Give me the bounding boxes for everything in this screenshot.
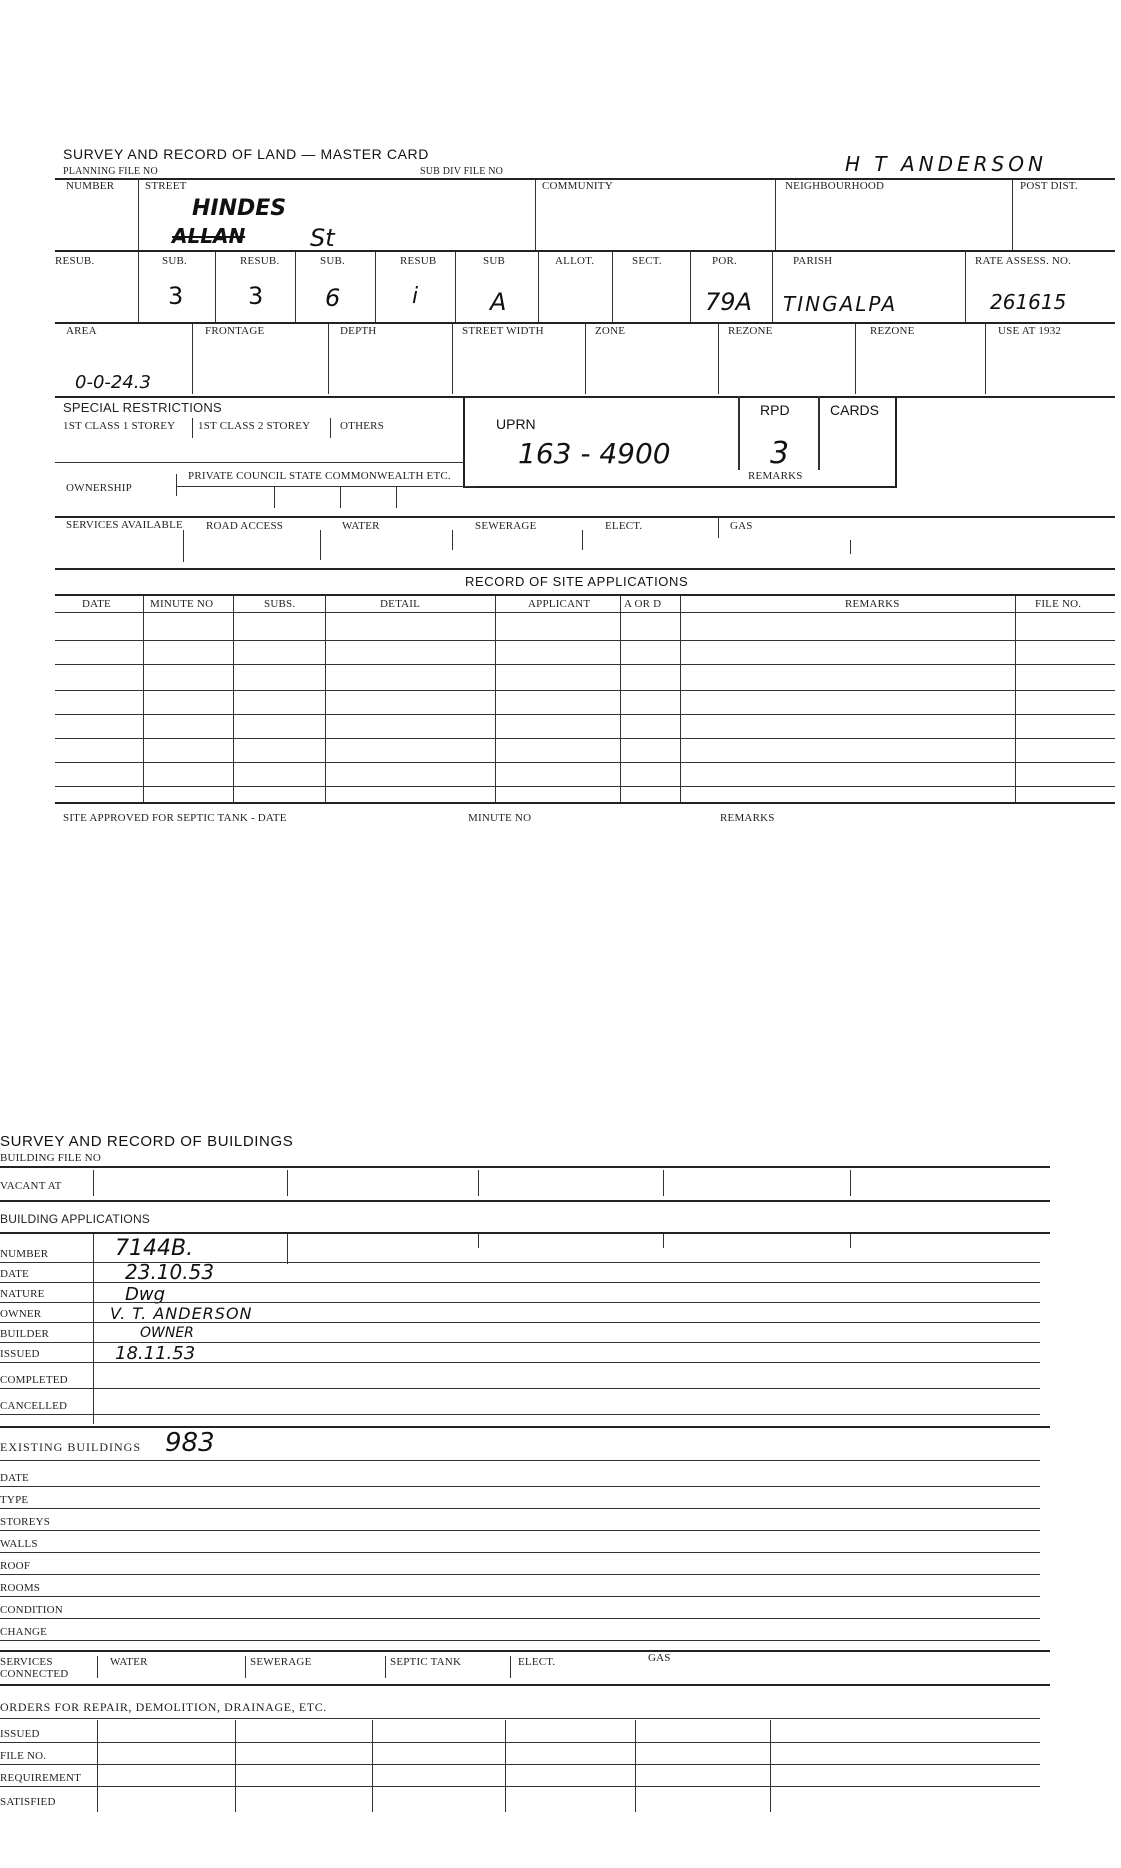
site-apps-header: DETAIL bbox=[380, 598, 421, 610]
rule-site-apps-row bbox=[55, 664, 1115, 665]
rate-assess-label: RATE ASSESS. NO. bbox=[975, 255, 1072, 267]
site-apps-header: APPLICANT bbox=[528, 598, 591, 610]
divider bbox=[93, 1234, 94, 1424]
app-date-value: 23.10.53 bbox=[125, 1260, 215, 1284]
divider bbox=[718, 324, 719, 394]
divider bbox=[505, 1720, 506, 1812]
orders-label: ORDERS FOR REPAIR, DEMOLITION, DRAINAGE, ETC. bbox=[0, 1700, 327, 1714]
resub-value-3: i bbox=[412, 284, 419, 309]
existing-row-label: CHANGE bbox=[0, 1626, 48, 1638]
rule-order-row bbox=[0, 1764, 1040, 1765]
rule-services-top bbox=[0, 1650, 1050, 1652]
divider bbox=[340, 486, 341, 508]
divider bbox=[738, 396, 740, 470]
site-apps-header: SUBS. bbox=[264, 598, 296, 610]
divider bbox=[538, 252, 539, 322]
subdiv-file-label: SUB DIV FILE NO bbox=[420, 166, 504, 177]
divider bbox=[775, 180, 776, 250]
divider bbox=[183, 530, 184, 562]
app-row-label: COMPLETED bbox=[0, 1374, 68, 1386]
app-owner-value: V. T. ANDERSON bbox=[110, 1304, 253, 1323]
area-value: 0-0-24.3 bbox=[75, 372, 151, 393]
divider bbox=[965, 252, 966, 322]
order-row-label: FILE NO. bbox=[0, 1750, 47, 1762]
divider bbox=[478, 1170, 479, 1196]
services-connected-label-2: CONNECTED bbox=[0, 1668, 69, 1680]
existing-row-label: CONDITION bbox=[0, 1604, 63, 1616]
rule-existing-top bbox=[0, 1426, 1050, 1428]
por-label: POR. bbox=[712, 255, 737, 267]
uprn-value: 163 - 4900 bbox=[518, 437, 671, 470]
app-row-label: BUILDER bbox=[0, 1328, 50, 1340]
svc-elect-label: ELECT. bbox=[518, 1656, 556, 1668]
existing-row-label: ROOMS bbox=[0, 1582, 41, 1594]
rule-order-row bbox=[0, 1786, 1040, 1787]
app-row-label: ISSUED bbox=[0, 1348, 40, 1360]
ownership-types: PRIVATE COUNCIL STATE COMMONWEALTH ETC. bbox=[188, 470, 451, 482]
rule-app-row bbox=[0, 1322, 1040, 1323]
sub-label-3: SUB bbox=[483, 255, 505, 267]
resub-value-2: 3 bbox=[248, 282, 264, 310]
rpd-label: RPD bbox=[760, 402, 790, 418]
sub-value-3: A bbox=[490, 288, 507, 316]
septic-label: SITE APPROVED FOR SEPTIC TANK - DATE bbox=[63, 812, 287, 824]
rule-site-apps-row bbox=[55, 786, 1115, 787]
divider bbox=[295, 252, 296, 322]
rule-existing-row bbox=[0, 1530, 1040, 1531]
street-width-label: STREET WIDTH bbox=[462, 325, 544, 337]
divider bbox=[274, 486, 275, 508]
rule-apps-top bbox=[0, 1232, 1050, 1234]
rule-app-row bbox=[0, 1414, 1040, 1415]
area-label: AREA bbox=[66, 325, 97, 337]
divider bbox=[612, 252, 613, 322]
rule-app-row bbox=[0, 1362, 1040, 1363]
rule-services-top bbox=[55, 516, 1115, 518]
divider bbox=[385, 1656, 386, 1678]
rule-existing-row bbox=[0, 1574, 1040, 1575]
rule-vacant-top bbox=[0, 1166, 1050, 1168]
divider bbox=[143, 596, 144, 802]
divider bbox=[452, 324, 453, 394]
order-row-label: SATISFIED bbox=[0, 1796, 56, 1808]
vacant-label: VACANT AT bbox=[0, 1180, 62, 1192]
services-available-label: SERVICES AVAILABLE bbox=[66, 519, 183, 531]
sub-value-2: 6 bbox=[325, 284, 341, 312]
rule-app-row bbox=[0, 1262, 1040, 1263]
existing-row-label: STOREYS bbox=[0, 1516, 51, 1528]
divider bbox=[97, 1656, 98, 1678]
rule-site-apps-header bbox=[55, 594, 1115, 596]
order-row-label: ISSUED bbox=[0, 1728, 40, 1740]
sub-value-1: 3 bbox=[168, 282, 184, 310]
divider bbox=[176, 474, 177, 496]
rule-site-apps-row bbox=[55, 714, 1115, 715]
app-nature-value: Dwg bbox=[125, 1284, 166, 1305]
class1-label: 1ST CLASS 1 STOREY bbox=[63, 420, 176, 432]
rule-site-apps-row bbox=[55, 738, 1115, 739]
divider bbox=[585, 324, 586, 394]
divider bbox=[718, 518, 719, 538]
divider bbox=[635, 1720, 636, 1812]
neighbourhood-label: NEIGHBOURHOOD bbox=[785, 180, 885, 192]
divider bbox=[215, 252, 216, 322]
rule-site-apps-row bbox=[55, 612, 1115, 613]
sub-label-2: SUB. bbox=[320, 255, 345, 267]
building-apps-label: BUILDING APPLICATIONS bbox=[0, 1212, 151, 1226]
resub-label-3: RESUB bbox=[400, 255, 437, 267]
divider bbox=[330, 418, 331, 438]
divider bbox=[287, 1234, 288, 1264]
class2-label: 1ST CLASS 2 STOREY bbox=[198, 420, 311, 432]
divider bbox=[455, 252, 456, 322]
app-row-label: DATE bbox=[0, 1268, 29, 1280]
street-struck-value: ALLAN bbox=[172, 224, 246, 248]
rule-existing-row bbox=[0, 1618, 1040, 1619]
divider bbox=[233, 596, 234, 802]
divider bbox=[855, 324, 856, 394]
rpd-value: 3 bbox=[770, 436, 790, 471]
cards-label: CARDS bbox=[830, 402, 880, 418]
street-label: STREET bbox=[145, 180, 187, 192]
divider bbox=[1012, 180, 1013, 250]
divider bbox=[690, 252, 691, 322]
divider bbox=[818, 396, 820, 470]
street-suffix: St bbox=[310, 224, 335, 252]
divider bbox=[320, 530, 321, 560]
gas-label: GAS bbox=[730, 520, 753, 532]
number-label: NUMBER bbox=[66, 180, 115, 192]
divider bbox=[663, 1170, 664, 1196]
sewerage-label: SEWERAGE bbox=[475, 520, 537, 532]
rule-app-row bbox=[0, 1282, 1040, 1283]
resub-label-2: RESUB. bbox=[240, 255, 280, 267]
remarks-label: REMARKS bbox=[748, 470, 803, 482]
sect-label: SECT. bbox=[632, 255, 662, 267]
existing-row-label: ROOF bbox=[0, 1560, 31, 1572]
minute-label: MINUTE NO bbox=[468, 812, 532, 824]
divider bbox=[772, 252, 773, 322]
svc-gas-label: GAS bbox=[648, 1652, 671, 1664]
divider bbox=[245, 1656, 246, 1678]
divider bbox=[138, 180, 139, 250]
rule-order-row bbox=[0, 1742, 1040, 1743]
divider bbox=[850, 1170, 851, 1196]
elect-label: ELECT. bbox=[605, 520, 643, 532]
divider bbox=[372, 1720, 373, 1812]
divider bbox=[663, 1234, 664, 1248]
order-row-label: REQUIREMENT bbox=[0, 1772, 82, 1784]
others-label: OTHERS bbox=[340, 420, 384, 432]
divider bbox=[770, 1720, 771, 1812]
building-file-label: BUILDING FILE NO bbox=[0, 1152, 101, 1164]
rule-app-row bbox=[0, 1388, 1040, 1389]
app-number-value: 7144B. bbox=[115, 1236, 194, 1261]
road-access-label: ROAD ACCESS bbox=[206, 520, 284, 532]
services-connected-label-1: SERVICES bbox=[0, 1656, 53, 1668]
depth-label: DEPTH bbox=[340, 325, 377, 337]
svc-septic-label: SEPTIC TANK bbox=[390, 1656, 462, 1668]
zone-label: ZONE bbox=[595, 325, 626, 337]
rule-existing-row bbox=[0, 1552, 1040, 1553]
divider bbox=[97, 1720, 98, 1812]
divider bbox=[192, 418, 193, 438]
svc-sewerage-label: SEWERAGE bbox=[250, 1656, 312, 1668]
divider bbox=[328, 324, 329, 394]
rule-site-apps-row bbox=[55, 690, 1115, 691]
rule-orders-header bbox=[0, 1718, 1040, 1719]
ownership-label: OWNERSHIP bbox=[66, 482, 132, 494]
allot-label: ALLOT. bbox=[555, 255, 595, 267]
rule-vacant-bottom bbox=[0, 1200, 1050, 1202]
top-right-owner-note: H T ANDERSON bbox=[845, 152, 1047, 176]
rule-existing-row bbox=[0, 1508, 1040, 1509]
rule-ownership-mid bbox=[176, 486, 476, 487]
rule-site-apps-row bbox=[55, 640, 1115, 641]
rule-app-row bbox=[0, 1342, 1040, 1343]
existing-row-label: DATE bbox=[0, 1472, 29, 1484]
divider bbox=[452, 530, 453, 550]
app-row-label: OWNER bbox=[0, 1308, 42, 1320]
divider bbox=[850, 1234, 851, 1248]
site-apps-header: FILE NO. bbox=[1035, 598, 1082, 610]
rezone-label-1: REZONE bbox=[728, 325, 773, 337]
street-value: HINDES bbox=[192, 196, 287, 221]
app-issued-value: 18.11.53 bbox=[115, 1343, 196, 1364]
divider bbox=[478, 1234, 479, 1248]
parish-label: PARISH bbox=[793, 255, 833, 267]
site-apps-title: RECORD OF SITE APPLICATIONS bbox=[465, 574, 689, 589]
rule-app-row bbox=[0, 1302, 1040, 1303]
parish-value: TINGALPA bbox=[783, 292, 898, 316]
rezone-label-2: REZONE bbox=[870, 325, 915, 337]
app-row-label: CANCELLED bbox=[0, 1400, 68, 1412]
existing-row-label: WALLS bbox=[0, 1538, 38, 1550]
app-row-label: NATURE bbox=[0, 1288, 45, 1300]
rule-site-apps-bottom bbox=[55, 802, 1115, 804]
site-apps-header: REMARKS bbox=[845, 598, 900, 610]
divider bbox=[1015, 596, 1016, 802]
community-label: COMMUNITY bbox=[542, 180, 613, 192]
divider bbox=[510, 1656, 511, 1678]
uprn-label: UPRN bbox=[496, 416, 536, 432]
rule-site-apps-row bbox=[55, 762, 1115, 763]
site-apps-header: A OR D bbox=[624, 598, 662, 610]
divider bbox=[325, 596, 326, 802]
divider bbox=[235, 1720, 236, 1812]
resub-label-1: RESUB. bbox=[55, 255, 95, 267]
existing-buildings-label: EXISTING BUILDINGS bbox=[0, 1440, 141, 1454]
remarks-2-label: REMARKS bbox=[720, 812, 775, 824]
divider bbox=[680, 596, 681, 802]
water-label: WATER bbox=[342, 520, 380, 532]
rule-row2-top bbox=[55, 250, 1115, 252]
divider bbox=[192, 324, 193, 394]
divider bbox=[582, 530, 583, 550]
divider bbox=[850, 540, 851, 554]
app-row-label: NUMBER bbox=[0, 1248, 49, 1260]
special-restrictions-label: SPECIAL RESTRICTIONS bbox=[63, 400, 222, 415]
existing-row-label: TYPE bbox=[0, 1494, 29, 1506]
divider bbox=[620, 596, 621, 802]
divider bbox=[396, 486, 397, 508]
rule-existing-row bbox=[0, 1640, 1040, 1641]
svc-water-label: WATER bbox=[110, 1656, 148, 1668]
existing-buildings-value: 983 bbox=[165, 1428, 215, 1458]
rule-existing-row bbox=[0, 1596, 1040, 1597]
app-builder-value: OWNER bbox=[140, 1325, 194, 1341]
divider bbox=[138, 252, 139, 322]
land-card-title: SURVEY AND RECORD OF LAND — MASTER CARD bbox=[63, 146, 429, 162]
rule-site-apps-top bbox=[55, 568, 1115, 570]
rate-assess-value: 261615 bbox=[990, 290, 1067, 314]
use-at-label: USE AT 1932 bbox=[998, 325, 1062, 337]
buildings-card-title: SURVEY AND RECORD OF BUILDINGS bbox=[0, 1133, 294, 1150]
site-apps-header: MINUTE NO bbox=[150, 598, 214, 610]
divider bbox=[535, 180, 536, 250]
divider bbox=[495, 596, 496, 802]
planning-file-label: PLANNING FILE NO bbox=[63, 166, 158, 177]
divider bbox=[93, 1170, 94, 1196]
rule-existing-row bbox=[0, 1486, 1040, 1487]
rule-ownership-top bbox=[55, 462, 465, 463]
divider bbox=[375, 252, 376, 322]
sub-label-1: SUB. bbox=[162, 255, 187, 267]
post-dist-label: POST DIST. bbox=[1020, 180, 1078, 192]
divider bbox=[985, 324, 986, 394]
frontage-label: FRONTAGE bbox=[205, 325, 265, 337]
divider bbox=[287, 1170, 288, 1196]
rule-services-bottom bbox=[0, 1684, 1050, 1686]
site-apps-header: DATE bbox=[82, 598, 111, 610]
rule-existing-header bbox=[0, 1460, 1040, 1461]
por-value: 79A bbox=[705, 288, 752, 316]
